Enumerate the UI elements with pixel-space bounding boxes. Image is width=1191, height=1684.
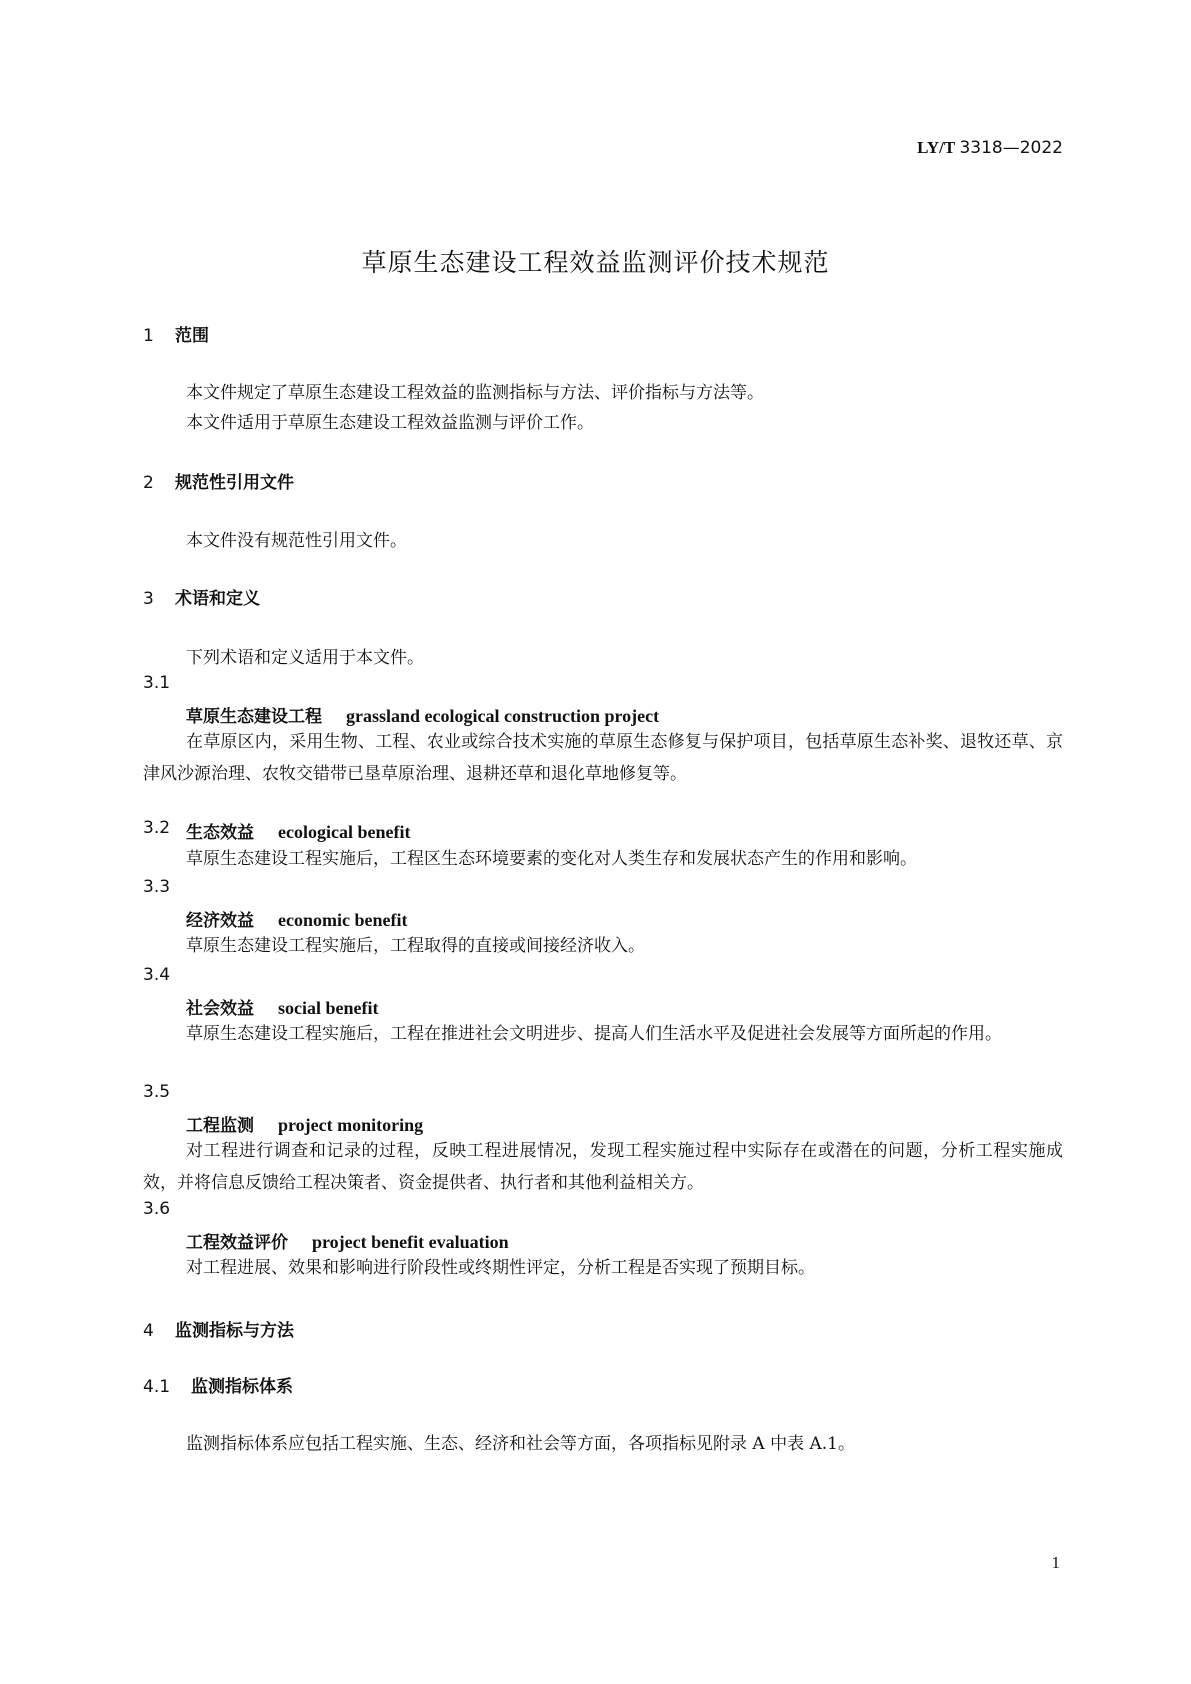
term-definition: 草原生态建设工程实施后，工程在推进社会文明进步、提高人们生活水平及促进社会发展等方面所起的作用。	[186, 1024, 1002, 1044]
section-number: 2	[143, 473, 154, 493]
section-title: 监测指标与方法	[175, 1321, 294, 1341]
section-title: 术语和定义	[175, 589, 260, 609]
term-number: 3.4	[143, 965, 171, 985]
term-en: project benefit evaluation	[312, 1232, 509, 1252]
term-zh: 社会效益	[186, 999, 254, 1019]
term-en: economic benefit	[278, 910, 408, 930]
term-number: 3.2	[143, 818, 171, 838]
standard-code-number: 3318—2022	[959, 138, 1063, 158]
section-number: 3	[143, 589, 154, 609]
section-number: 1	[143, 326, 154, 346]
term-zh: 工程效益评价	[186, 1233, 288, 1253]
section-title: 规范性引用文件	[175, 473, 294, 493]
section-3-heading	[143, 584, 260, 609]
section-number: 4	[143, 1321, 154, 1341]
standard-code	[917, 138, 1063, 158]
term-zh: 工程监测	[186, 1116, 254, 1136]
subsection-4-1-para-1: 监测指标体系应包括工程实施、生态、经济和社会等方面，各项指标见附录 A 中表 A.1。	[186, 1434, 855, 1454]
term-definition: 对工程进行调查和记录的过程，反映工程进展情况，发现工程实施过程中实际存在或潜在的问题，分析工程实施成效，并将信息反馈给工程决策者、资金提供者、执行者和其他利益相关方。	[143, 1141, 1063, 1193]
term-en: grassland ecological construction project	[346, 706, 660, 726]
section-3-para-1: 下列术语和定义适用于本文件。	[186, 648, 424, 668]
term-heading	[186, 702, 659, 727]
subsection-number: 4.1	[143, 1377, 171, 1397]
subsection-4-1-heading	[143, 1372, 293, 1397]
term-definition: 草原生态建设工程实施后，工程取得的直接或间接经济收入。	[186, 936, 645, 956]
term-number: 3.1	[143, 673, 171, 693]
term-heading	[186, 906, 407, 931]
section-2-heading	[143, 468, 294, 493]
term-definition: 草原生态建设工程实施后，工程区生态环境要素的变化对人类生存和发展状态产生的作用和影响。	[186, 849, 917, 869]
term-heading	[186, 1111, 423, 1136]
term-definition: 在草原区内，采用生物、工程、农业或综合技术实施的草原生态修复与保护项目，包括草原生态补奖、退牧还草、京津风沙源治理、农牧交错带已垦草原治理、退耕还草和退化草地修复等。	[143, 732, 1063, 784]
term-heading	[186, 1228, 509, 1253]
standard-code-prefix: LY/T	[917, 138, 956, 157]
term-en: project monitoring	[278, 1115, 424, 1135]
section-1-para-1: 本文件规定了草原生态建设工程效益的监测指标与方法、评价指标与方法等。	[186, 383, 764, 403]
section-title: 范围	[175, 326, 209, 346]
term-zh: 生态效益	[186, 823, 254, 843]
subsection-title: 监测指标体系	[191, 1377, 293, 1397]
term-number: 3.3	[143, 877, 171, 897]
section-4-heading	[143, 1316, 294, 1341]
term-zh: 经济效益	[186, 911, 254, 931]
term-heading	[186, 994, 379, 1019]
term-en: ecological benefit	[278, 822, 411, 842]
term-en: social benefit	[278, 998, 379, 1018]
section-1-para-2: 本文件适用于草原生态建设工程效益监测与评价工作。	[186, 413, 594, 433]
term-definition: 对工程进展、效果和影响进行阶段性或终期性评定，分析工程是否实现了预期目标。	[186, 1258, 815, 1278]
term-number: 3.5	[143, 1082, 171, 1102]
section-2-para-1: 本文件没有规范性引用文件。	[186, 531, 407, 551]
page-number: 1	[1051, 1553, 1060, 1572]
term-number: 3.6	[143, 1199, 171, 1219]
document-title: 草原生态建设工程效益监测评价技术规范	[361, 248, 830, 277]
term-zh: 草原生态建设工程	[186, 707, 322, 727]
term-heading	[186, 818, 410, 843]
section-1-heading	[143, 321, 209, 346]
